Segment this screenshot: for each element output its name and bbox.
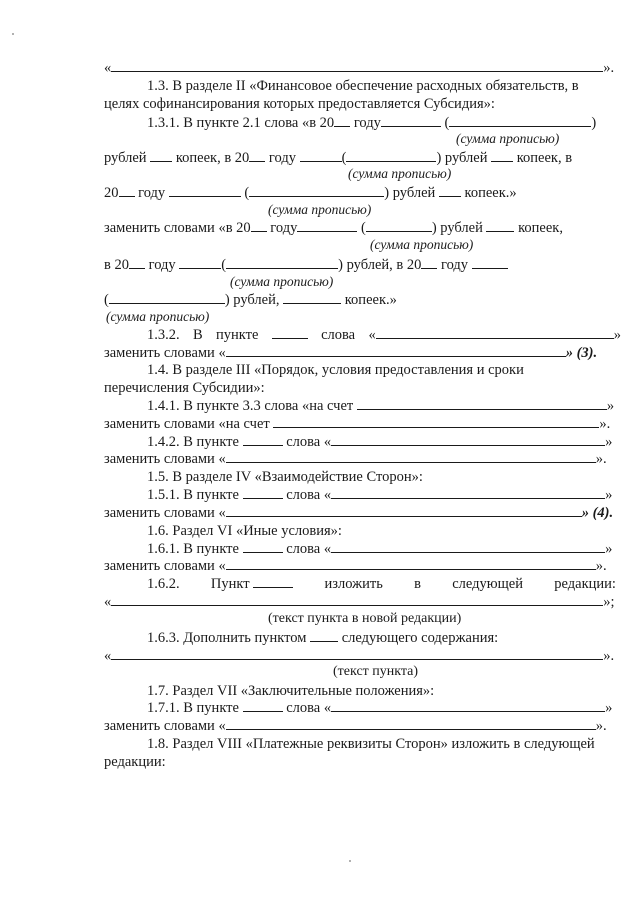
section-1-3-2: 1.3.2. В пункте слова « » xyxy=(147,327,621,343)
section-1-4: 1.4. В разделе III «Порядок, условия предоставления и сроки xyxy=(147,362,524,378)
section-1-3: 1.3. В разделе II «Финансовое обеспечение расходных обязательств, в xyxy=(147,78,579,94)
section-1-6: 1.6. Раздел VI «Иные условия»: xyxy=(147,523,342,539)
section-1-4-2: 1.4.2. В пункте слова « » xyxy=(147,434,613,450)
caption-sum: (сумма прописью) xyxy=(456,131,560,146)
section-1-3-1: 1.3.1. В пункте 2.1 слова «в 20 году ( ) xyxy=(147,115,597,131)
replace-1-4-2: заменить словами « ». xyxy=(104,451,607,467)
caption-text: (текст пункта) xyxy=(333,664,419,679)
section-1-6-1: 1.6.1. В пункте слова « » xyxy=(147,541,613,557)
replace-1-6-1: заменить словами « ». xyxy=(104,558,607,574)
quote-line-1: « ». xyxy=(104,60,615,76)
replace-1-3-2: заменить словами « » (3). xyxy=(104,345,598,361)
scan-speck xyxy=(349,860,351,862)
caption-sum: (сумма прописью) xyxy=(106,309,210,324)
caption-new-text: (текст пункта в новой редакции) xyxy=(268,611,462,626)
rub-line-6: ( ) рублей, копеек.» xyxy=(104,292,397,308)
blank xyxy=(111,60,603,72)
section-1-8: 1.8. Раздел VIII «Платежные реквизиты Сторон» изложить в следующей xyxy=(147,736,595,752)
section-1-8-cont: редакции: xyxy=(104,754,166,770)
rub-line-3: 20 году ( ) рублей копеек.» xyxy=(104,185,517,201)
section-1-6-2: 1.6.2. Пункт изложить в следующей редакции: xyxy=(147,576,616,592)
replace-1-4-1: заменить словами «на счет ». xyxy=(104,416,611,432)
caption-sum: (сумма прописью) xyxy=(268,202,372,217)
quote-line-1-6-3: « ». xyxy=(104,648,615,664)
section-1-4-cont: перечисления Субсидии»: xyxy=(104,380,265,396)
replace-1-7-1: заменить словами « ». xyxy=(104,718,607,734)
section-1-7: 1.7. Раздел VII «Заключительные положения»: xyxy=(147,683,435,699)
section-1-3-cont: целях софинансирования которых предоставляется Субсидия»: xyxy=(104,96,495,112)
quote-line-1-6-2: « »; xyxy=(104,594,615,610)
rub-line-2: рублей копеек, в 20 году ( ) рублей копеек, в xyxy=(104,150,573,166)
replace-line-4: заменить словами «в 20 году ( ) рублей копеек, xyxy=(104,220,563,236)
replace-1-5-1: заменить словами « » (4). xyxy=(104,505,614,521)
caption-sum: (сумма прописью) xyxy=(230,274,334,289)
scan-speck xyxy=(12,33,14,35)
section-1-4-1: 1.4.1. В пункте 3.3 слова «на счет » xyxy=(147,398,615,414)
section-1-5-1: 1.5.1. В пункте слова « » xyxy=(147,487,613,503)
rub-line-5: в 20 году ( ) рублей, в 20 году xyxy=(104,257,508,274)
section-1-7-1: 1.7.1. В пункте слова « » xyxy=(147,700,613,716)
section-1-5: 1.5. В разделе IV «Взаимодействие Сторон»: xyxy=(147,469,423,485)
caption-sum: (сумма прописью) xyxy=(370,237,474,252)
section-1-6-3: 1.6.3. Дополнить пунктом следующего содержания: xyxy=(147,630,499,646)
caption-sum: (сумма прописью) xyxy=(348,166,452,181)
